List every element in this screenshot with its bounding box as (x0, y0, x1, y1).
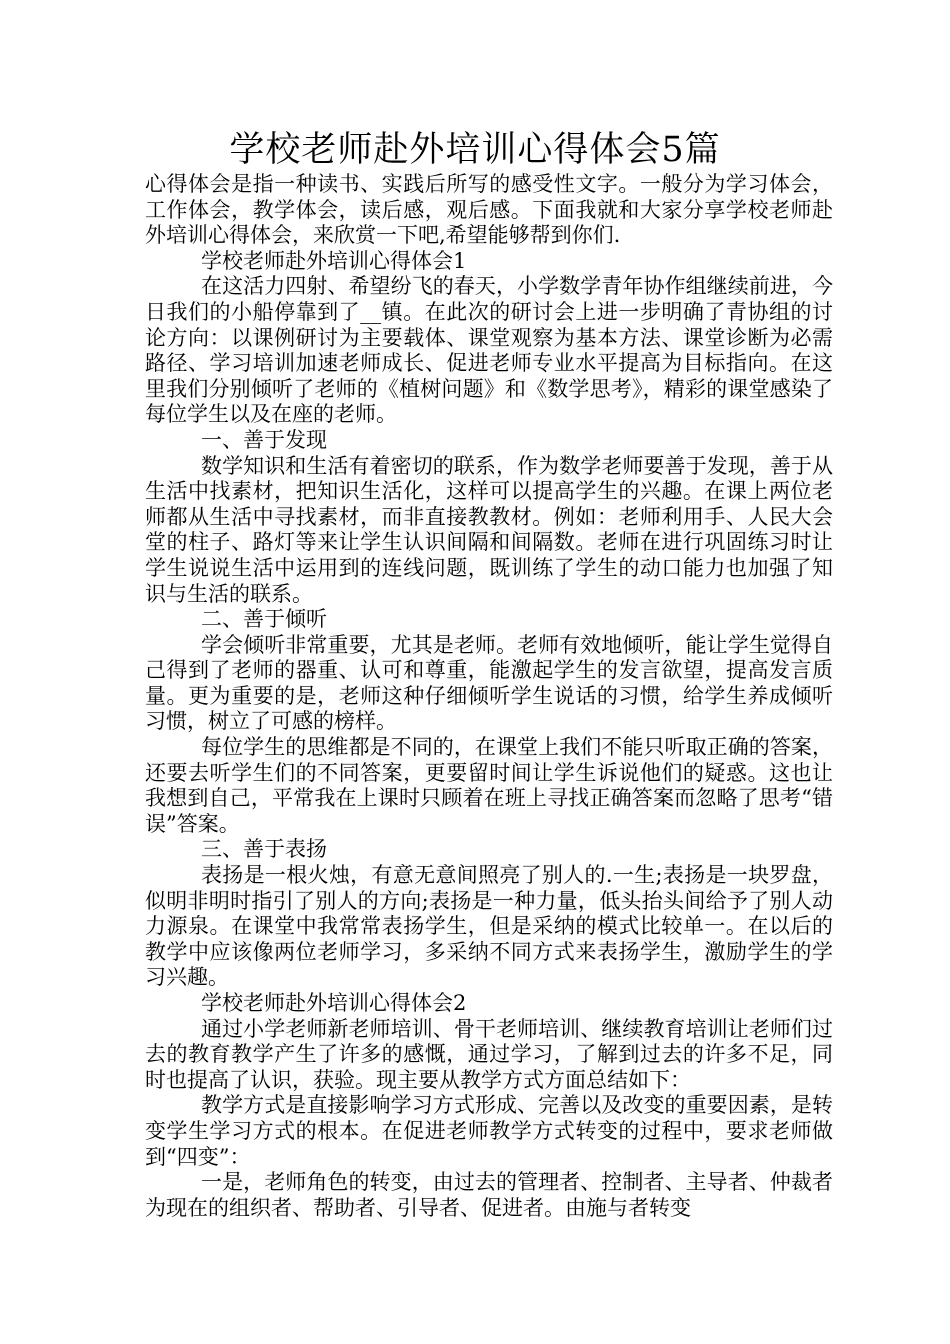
paragraph: 每位学生的思维都是不同的，在课堂上我们不能只听取正确的答案，还要去听学生们的不同答案，更要留时间让学生诉说他们的疑惑。这也让我想到自己，平常我在上课时只顾着在班上寻找正确答案而忽略了思考“错误”答案。 (145, 735, 833, 836)
section-heading-1: 学校老师赴外培训心得体会1 (201, 248, 467, 273)
paragraph: 数学知识和生活有着密切的联系，作为数学老师要善于发现，善于从生活中找素材，把知识生活化，这样可以提高学生的兴趣。在课上两位老师都从生活中寻找素材，而非直接教教材。例如：老师利用手、人民大会堂的柱子、路灯等来让学生认识间隔和间隔数。老师在进行巩固练习时让学生说说生活中运用到的连线问题，既训练了学生的动口能力也加强了知识与生活的联系。 (145, 453, 833, 606)
paragraph: 表扬是一根火烛，有意无意间照亮了别人的.一生;表扬是一块罗盘，似明非明时指引了别人的方向;表扬是一种力量，低头抬头间给予了别人动力源泉。在课堂中我常常表扬学生，但是采纳的模式比较单一。在以后的教学中应该像两位老师学习，多采纳不同方式来表扬学生，激励学生的学习兴趣。 (145, 863, 833, 990)
paragraph: 教学方式是直接影响学习方式形成、完善以及改变的重要因素，是转变学生学习方式的根本。在促进老师教学方式转变的过程中，要求老师做到“四变”： (145, 1093, 833, 1169)
paragraph: 学会倾听非常重要，尤其是老师。老师有效地倾听，能让学生觉得自己得到了老师的器重、认可和尊重，能激起学生的发言欲望，提高发言质量。更为重要的是，老师这种仔细倾听学生说话的习惯，给学生养成倾听习惯，树立了可感的榜样。 (145, 632, 833, 734)
intro-paragraph: 心得体会是指一种读书、实践后所写的感受性文字。一般分为学习体会，工作体会，教学体会，读后感，观后感。下面我就和大家分享学校老师赴外培训心得体会，来欣赏一下吧,希望能够帮到你们. (145, 172, 833, 248)
subheading-listen: 二、善于倾听 (201, 607, 327, 632)
section-heading-2: 学校老师赴外培训心得体会2 (201, 991, 467, 1015)
paragraph: 在这活力四射、希望纷飞的春天，小学数学青年协作组继续前进，今日我们的小船停靠到了__镇。在此次的研讨会上进一步明确了青协组的讨论方向：以课例研讨为主要载体、课堂观察为基本方法、课堂诊断为必需路径、学习培训加速老师成长、促进老师专业水平提高为目标指向。在这里我们分别倾听了老师的《植树问题》和《数学思考》，精彩的课堂感染了每位学生以及在座的老师。 (145, 274, 833, 427)
paragraph: 通过小学老师新老师培训、骨干老师培训、继续教育培训让老师们过去的教育教学产生了许多的感慨，通过学习，了解到过去的许多不足，同时也提高了认识，获验。现主要从教学方式方面总结如下： (145, 1016, 833, 1092)
document-title: 学校老师赴外培训心得体会5篇 (229, 130, 721, 170)
document-body (145, 172, 833, 1221)
paragraph: 一是，老师角色的转变，由过去的管理者、控制者、主导者、仲裁者为现在的组织者、帮助者、引导者、促进者。由施与者转变 (145, 1170, 833, 1220)
subheading-praise: 三、善于表扬 (201, 837, 327, 862)
subheading-discover: 一、善于发现 (201, 427, 327, 452)
